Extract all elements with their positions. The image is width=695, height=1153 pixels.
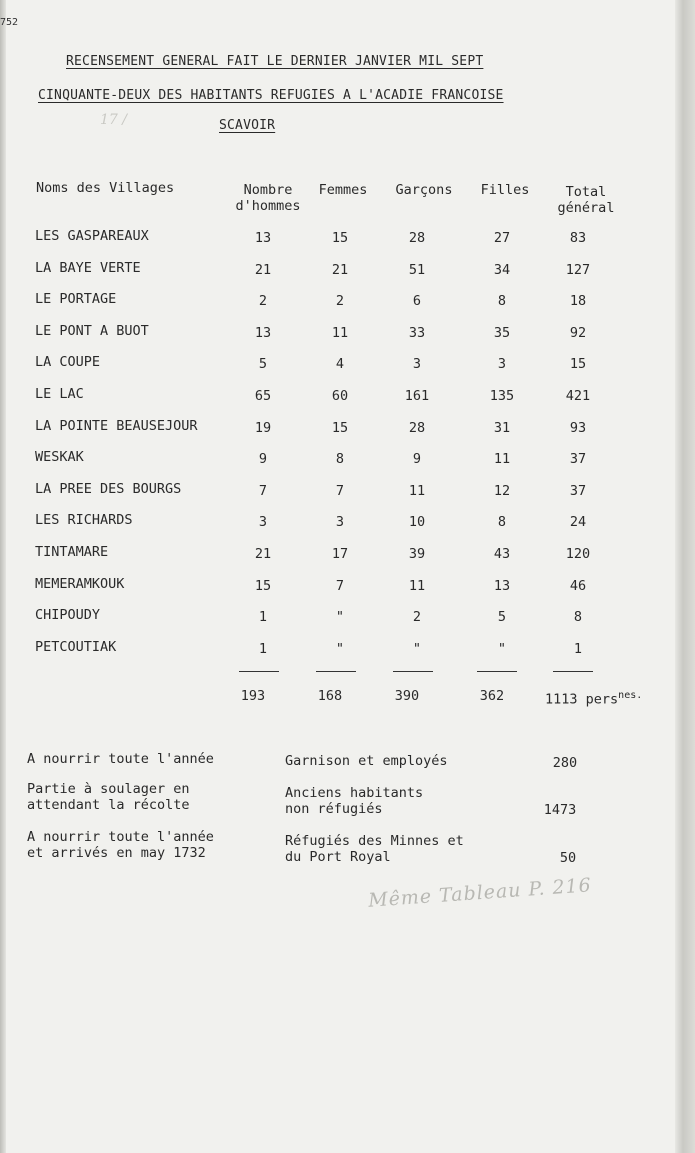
summary-3-left-1: A nourrir toute l'année bbox=[27, 829, 214, 845]
village-name: PETCOUTIAK bbox=[35, 639, 117, 655]
cell-total: 18 bbox=[569, 293, 587, 309]
cell-filles: 43 bbox=[493, 546, 511, 562]
cell-hommes: 21 bbox=[254, 262, 272, 278]
cell-total: 37 bbox=[569, 483, 587, 499]
total-general-value: 1113 bbox=[545, 691, 578, 708]
header-filles: Filles bbox=[480, 182, 530, 198]
cell-femmes: 8 bbox=[335, 451, 345, 467]
cell-femmes: 2 bbox=[335, 293, 345, 309]
total-rule-garcons bbox=[393, 671, 433, 672]
cell-hommes: 15 bbox=[254, 578, 272, 594]
village-name: LE PORTAGE bbox=[35, 291, 117, 307]
cell-garcons: 6 bbox=[412, 293, 422, 309]
cell-filles: " bbox=[497, 641, 507, 657]
village-name: LES RICHARDS bbox=[35, 512, 133, 528]
village-name: LA POINTE BEAUSEJOUR bbox=[35, 418, 198, 434]
cell-femmes: 15 bbox=[331, 420, 349, 436]
village-name: LA BAYE VERTE bbox=[35, 260, 141, 276]
village-name: TINTAMARE bbox=[35, 544, 109, 560]
village-name: LES GASPAREAUX bbox=[35, 228, 149, 244]
cell-femmes: 60 bbox=[331, 388, 349, 404]
handwritten-note: Même Tableau P. 216 bbox=[367, 874, 593, 912]
cell-hommes: 13 bbox=[254, 325, 272, 341]
cell-total: 15 bbox=[569, 356, 587, 372]
cell-garcons: 11 bbox=[408, 483, 426, 499]
cell-filles: 34 bbox=[493, 262, 511, 278]
total-general bbox=[545, 690, 642, 708]
header-total-line-2: général bbox=[557, 200, 615, 216]
village-name: WESKAK bbox=[35, 449, 84, 465]
village-name: LE LAC bbox=[35, 386, 84, 402]
cell-femmes: 7 bbox=[335, 578, 345, 594]
title-line-2: CINQUANTE-DEUX DES HABITANTS REFUGIES A L'ACADIE FRANCOISE bbox=[38, 88, 504, 103]
cell-filles: 8 bbox=[497, 514, 507, 530]
total-general-suffix: pers bbox=[585, 691, 619, 708]
cell-filles: 135 bbox=[489, 388, 515, 404]
total-garcons: 390 bbox=[394, 688, 420, 704]
summary-2-mid-2: non réfugiés bbox=[285, 801, 383, 817]
summary-3-value: 50 bbox=[559, 850, 577, 866]
cell-filles: 5 bbox=[497, 609, 507, 625]
cell-femmes: " bbox=[335, 609, 345, 625]
cell-hommes: 1 bbox=[258, 609, 268, 625]
summary-2-left-2: attendant la récolte bbox=[27, 797, 190, 813]
cell-garcons: 2 bbox=[412, 609, 422, 625]
cell-garcons: 28 bbox=[408, 420, 426, 436]
summary-3-mid-2: du Port Royal bbox=[285, 849, 391, 865]
cell-femmes: 17 bbox=[331, 546, 349, 562]
cell-garcons: " bbox=[412, 641, 422, 657]
total-hommes: 193 bbox=[240, 688, 266, 704]
page-number: 752 bbox=[0, 17, 19, 28]
cell-hommes: 21 bbox=[254, 546, 272, 562]
cell-total: 83 bbox=[569, 230, 587, 246]
total-rule-hommes bbox=[239, 671, 279, 672]
cell-hommes: 19 bbox=[254, 420, 272, 436]
cell-total: 24 bbox=[569, 514, 587, 530]
cell-femmes: 15 bbox=[331, 230, 349, 246]
title-line-1: RECENSEMENT GENERAL FAIT LE DERNIER JANVIER MIL SEPT bbox=[66, 54, 484, 69]
summary-2-mid-1: Anciens habitants bbox=[285, 785, 424, 801]
summary-3-mid-1: Réfugiés des Minnes et bbox=[285, 833, 464, 849]
village-name: LA PREE DES BOURGS bbox=[35, 481, 182, 497]
page-edge-shadow bbox=[675, 0, 695, 1153]
cell-garcons: 10 bbox=[408, 514, 426, 530]
header-femmes: Femmes bbox=[318, 182, 368, 198]
total-general-suffix-sup: nes. bbox=[618, 690, 643, 701]
cell-garcons: 28 bbox=[408, 230, 426, 246]
cell-femmes: 4 bbox=[335, 356, 345, 372]
total-rule-femmes bbox=[316, 671, 356, 672]
cell-femmes: " bbox=[335, 641, 345, 657]
cell-femmes: 7 bbox=[335, 483, 345, 499]
cell-garcons: 3 bbox=[412, 356, 422, 372]
cell-total: 127 bbox=[565, 262, 591, 278]
village-name: CHIPOUDY bbox=[35, 607, 101, 623]
cell-garcons: 11 bbox=[408, 578, 426, 594]
cell-hommes: 65 bbox=[254, 388, 272, 404]
summary-2-left-1: Partie à soulager en bbox=[27, 781, 190, 797]
summary-1-value: 280 bbox=[552, 755, 578, 771]
header-village: Noms des Villages bbox=[36, 180, 175, 196]
cell-femmes: 11 bbox=[331, 325, 349, 341]
cell-filles: 8 bbox=[497, 293, 507, 309]
village-name: MEMERAMKOUK bbox=[35, 576, 125, 592]
cell-garcons: 33 bbox=[408, 325, 426, 341]
cell-filles: 31 bbox=[493, 420, 511, 436]
cell-femmes: 3 bbox=[335, 514, 345, 530]
summary-1-mid-1: Garnison et employés bbox=[285, 753, 448, 769]
cell-hommes: 9 bbox=[258, 451, 268, 467]
cell-total: 8 bbox=[573, 609, 583, 625]
cell-hommes: 2 bbox=[258, 293, 268, 309]
cell-hommes: 5 bbox=[258, 356, 268, 372]
cell-hommes: 13 bbox=[254, 230, 272, 246]
cell-filles: 13 bbox=[493, 578, 511, 594]
cell-total: 120 bbox=[565, 546, 591, 562]
cell-total: 1 bbox=[573, 641, 583, 657]
total-femmes: 168 bbox=[317, 688, 343, 704]
cell-filles: 3 bbox=[497, 356, 507, 372]
header-hommes-line-1: Nombre bbox=[243, 182, 293, 198]
summary-1-left-1: A nourrir toute l'année bbox=[27, 751, 214, 767]
title-line-3: SCAVOIR bbox=[219, 118, 276, 133]
header-hommes bbox=[226, 182, 310, 214]
cell-femmes: 21 bbox=[331, 262, 349, 278]
cell-total: 37 bbox=[569, 451, 587, 467]
cell-filles: 12 bbox=[493, 483, 511, 499]
header-total bbox=[548, 184, 624, 216]
binding-shadow bbox=[0, 0, 6, 1153]
cell-garcons: 161 bbox=[404, 388, 430, 404]
cell-hommes: 7 bbox=[258, 483, 268, 499]
cell-total: 93 bbox=[569, 420, 587, 436]
cell-total: 92 bbox=[569, 325, 587, 341]
cell-total: 46 bbox=[569, 578, 587, 594]
cell-garcons: 9 bbox=[412, 451, 422, 467]
cell-hommes: 1 bbox=[258, 641, 268, 657]
cell-garcons: 51 bbox=[408, 262, 426, 278]
total-rule-filles bbox=[477, 671, 517, 672]
cell-hommes: 3 bbox=[258, 514, 268, 530]
cell-garcons: 39 bbox=[408, 546, 426, 562]
cell-filles: 27 bbox=[493, 230, 511, 246]
total-filles: 362 bbox=[479, 688, 505, 704]
header-garcons: Garçons bbox=[395, 182, 453, 198]
cell-filles: 35 bbox=[493, 325, 511, 341]
header-hommes-line-2: d'hommes bbox=[235, 198, 301, 214]
village-name: LE PONT A BUOT bbox=[35, 323, 149, 339]
village-name: LA COUPE bbox=[35, 354, 101, 370]
total-rule-total bbox=[553, 671, 593, 672]
summary-2-value: 1473 bbox=[543, 802, 577, 818]
cell-total: 421 bbox=[565, 388, 591, 404]
faint-pencil-mark: 17 / bbox=[100, 112, 127, 128]
summary-3-left-2: et arrivés en may 1732 bbox=[27, 845, 206, 861]
cell-filles: 11 bbox=[493, 451, 511, 467]
header-total-line-1: Total bbox=[565, 184, 607, 200]
